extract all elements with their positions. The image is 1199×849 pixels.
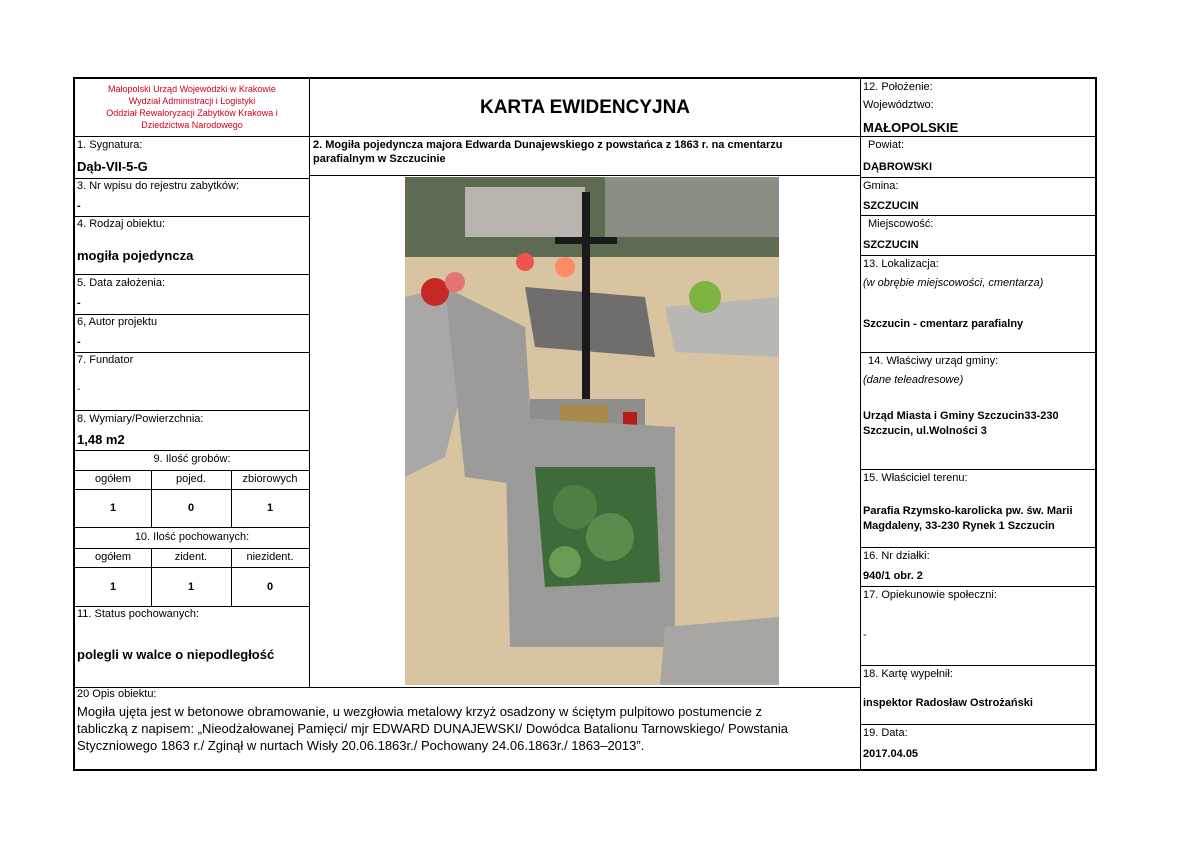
grobow-value-ogolem: 1 <box>109 502 117 514</box>
object-title-line1: 2. Mogiła pojedyncza majora Edwarda Dunajewskiego z powstańca z 1863 r. na cmentarzu <box>313 139 783 151</box>
pochowanych-header-ogolem: ogółem <box>94 551 132 563</box>
dzialka-value: 940/1 obr. 2 <box>863 570 923 582</box>
gmina-value: SZCZUCIN <box>863 200 919 212</box>
wojewodztwo-value: MAŁOPOLSKIE <box>863 120 959 135</box>
status-label: 11. Status pochowanych: <box>77 608 200 620</box>
opis-label: 20 Opis obiektu: <box>77 688 157 700</box>
opis-line: Styczniowego 1863 r./ Zginął w nurtach Wisły 20.06.1863r./ Pochowany 24.06.1863r./ 1863–2013”. <box>77 738 645 753</box>
autor-label: 6, Autor projektu <box>77 316 158 328</box>
fundator-label: 7. Fundator <box>77 354 134 366</box>
pochowanych-value-niezident: 0 <box>266 581 274 593</box>
grobow-header-pojed: pojed. <box>176 473 206 485</box>
wlasciciel-line2: Magdaleny, 33-230 Rynek 1 Szczucin <box>863 520 1055 532</box>
wymiary-label: 8. Wymiary/Powierzchnia: <box>77 413 204 425</box>
urzad-label: 14. Właściwy urząd gminy: <box>868 355 999 367</box>
opiekunowie-value: - <box>863 629 867 641</box>
data-zalozenia-label: 5. Data założenia: <box>77 277 166 289</box>
grobow-label: 9. Ilość grobów: <box>153 453 231 465</box>
lokalizacja-value: Szczucin - cmentarz parafialny <box>863 318 1024 330</box>
nr-wpisu-value: - <box>77 200 81 212</box>
fundator-value: - <box>77 384 81 395</box>
institution-line: Dziedzictwa Narodowego <box>141 120 243 130</box>
miejscowosc-label: Miejscowość: <box>868 218 934 230</box>
data-zalozenia-value: - <box>77 297 81 309</box>
rodzaj-label: 4. Rodzaj obiektu: <box>77 218 166 230</box>
grobow-value-zbiorowych: 1 <box>266 502 274 514</box>
institution-line: Wydział Administracji i Logistyki <box>128 96 256 106</box>
sygnatura-value: Dąb-VII-5-G <box>77 159 148 174</box>
object-title-line2: parafialnym w Szczucinie <box>313 153 446 165</box>
institution-header <box>75 79 309 136</box>
powiat-label: Powiat: <box>868 139 905 151</box>
opiekunowie-label: 17. Opiekunowie społeczni: <box>863 589 997 601</box>
urzad-line1: Urząd Miasta i Gminy Szczucin33-230 <box>863 410 1059 422</box>
wypelnil-label: 18. Kartę wypełnił: <box>863 668 953 680</box>
institution-line: Małopolski Urząd Wojewódzki w Krakowie <box>108 84 276 94</box>
grobow-header-zbiorowych: zbiorowych <box>242 473 298 485</box>
urzad-hint: (dane teleadresowe) <box>863 374 964 386</box>
gmina-label: Gmina: <box>863 180 899 192</box>
pochowanych-value-zident: 1 <box>187 581 195 593</box>
opis-line: Mogiła ujęta jest w betonowe obramowanie, u wezgłowia metalowy krzyż osadzony w ściętym pulpitowo postumencie z <box>77 704 762 719</box>
grobow-value-pojed: 0 <box>187 502 195 514</box>
polozenie-label: 12. Położenie: <box>863 81 933 93</box>
lokalizacja-label: 13. Lokalizacja: <box>863 258 939 270</box>
wymiary-value: 1,48 m2 <box>77 432 125 447</box>
card-title: KARTA EWIDENCYJNA <box>479 97 691 118</box>
miejscowosc-value: SZCZUCIN <box>863 239 919 251</box>
grave-photo <box>405 177 779 685</box>
rodzaj-value: mogiła pojedyncza <box>77 248 194 263</box>
pochowanych-label: 10. Ilość pochowanych: <box>134 531 250 543</box>
opis-text <box>77 703 788 754</box>
sygnatura-label: 1. Sygnatura: <box>77 139 143 151</box>
autor-value: - <box>77 336 81 348</box>
data-label: 19. Data: <box>863 727 908 739</box>
grobow-header-ogolem: ogółem <box>94 473 132 485</box>
pochowanych-header-zident: zident. <box>174 551 208 563</box>
divider-left <box>309 79 310 687</box>
nr-wpisu-label: 3. Nr wpisu do rejestru zabytków: <box>77 180 240 192</box>
urzad-line2: Szczucin, ul.Wolności 3 <box>863 425 987 437</box>
status-value: polegli w walce o niepodległość <box>77 647 275 662</box>
lokalizacja-hint: (w obrębie miejscowości, cmentarza) <box>863 277 1044 289</box>
dzialka-label: 16. Nr działki: <box>863 550 930 562</box>
record-card <box>73 77 1097 771</box>
powiat-value: DĄBROWSKI <box>863 161 933 173</box>
wlasciciel-label: 15. Właściciel terenu: <box>863 472 968 484</box>
pochowanych-value-ogolem: 1 <box>109 581 117 593</box>
institution-line: Oddział Rewaloryzacji Zabytków Krakowa i <box>106 108 278 118</box>
pochowanych-header-niezident: niezident. <box>246 551 294 563</box>
data-value: 2017.04.05 <box>863 748 919 760</box>
opis-line: tabliczką z napisem: „Nieodżałowanej Pamięci/ mjr EDWARD DUNAJEWSKI/ Dowódca Batalionu Tarnowskiego/ Powstania <box>77 721 788 736</box>
wojewodztwo-label: Województwo: <box>863 99 934 111</box>
wypelnil-value: inspektor Radosław Ostrożański <box>863 697 1033 709</box>
wlasciciel-line1: Parafia Rzymsko-karolicka pw. św. Marii <box>863 505 1073 517</box>
